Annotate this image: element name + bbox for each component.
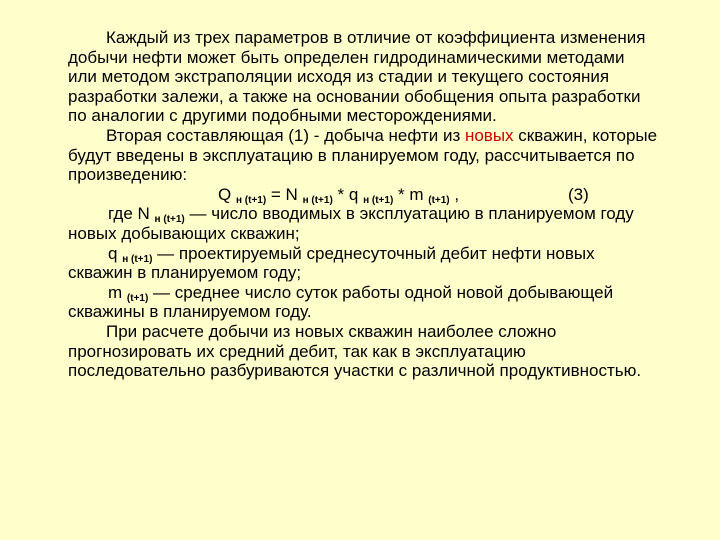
formula-times-q: * q xyxy=(332,184,359,204)
def-m-text: — среднее число суток работы одной новой добывающей xyxy=(148,282,614,302)
def-q-symbol: q xyxy=(108,243,118,263)
formula-times-m: * m xyxy=(393,184,424,204)
def-m-line2: скважины в планируемом году. xyxy=(68,302,312,322)
formula-number: (3) xyxy=(568,184,589,204)
para2-line2: будут введены в эксплуатацию в планируемом году, рассчитывается по xyxy=(68,145,635,165)
formula-q-subscript: н (t+1) xyxy=(235,194,267,206)
body-text xyxy=(68,28,708,381)
highlighted-word: новых xyxy=(464,125,514,145)
formula-q: Q xyxy=(218,184,232,204)
formula-comma: , xyxy=(449,184,460,204)
formula-line xyxy=(68,185,708,205)
para1-line5: по аналогии с другими подобными месторождениями. xyxy=(68,106,497,126)
para2-text: Вторая составляющая (1) - добыча нефти из xyxy=(106,125,465,145)
def-n-subscript: н (t+1) xyxy=(154,214,185,226)
def-m-subscript: (t+1) xyxy=(126,292,149,304)
para2-line1 xyxy=(68,126,708,146)
def-q-text: — проектируемый среднесуточный дебит нефти новых xyxy=(152,243,595,263)
para2-text-end: скважин, которые xyxy=(513,125,658,145)
def-n-line1 xyxy=(68,204,708,224)
para1-line3: или методом экстраполяции исходя из стадии и текущего состояния xyxy=(68,67,610,87)
formula-equals-n: = N xyxy=(266,184,298,204)
def-q-line1 xyxy=(68,244,708,264)
para3-line3: последовательно разбуриваются участки с различной продуктивностью. xyxy=(68,361,642,381)
def-m-symbol: m xyxy=(108,282,123,302)
formula-n-subscript: н (t+1) xyxy=(302,194,333,206)
para3-line1: При расчете добычи из новых скважин наиболее сложно xyxy=(106,321,557,341)
formula-q2-subscript: н (t+1) xyxy=(363,194,394,206)
para1-line2: добычи нефти может быть определен гидродинамическими методами xyxy=(68,47,625,67)
para1-line1: Каждый из трех параметров в отличие от коэффициента изменения xyxy=(106,28,646,47)
def-q-subscript: н (t+1) xyxy=(122,253,153,265)
formula-m-subscript: (t+1) xyxy=(428,194,450,206)
para3-line2: прогнозировать их средний дебит, так как в эксплуатацию xyxy=(68,341,526,361)
para2-line3: произведению: xyxy=(68,165,188,185)
def-m-line1 xyxy=(68,283,708,303)
def-n-text: — число вводимых в эксплуатацию в планируемом году xyxy=(184,204,634,224)
def-n-symbol: где N xyxy=(108,204,150,224)
def-n-line2: новых добывающих скважин; xyxy=(68,223,300,243)
def-q-line2: скважин в планируемом году; xyxy=(68,263,302,283)
para1-line4: разработки залежи, а также на основании обобщения опыта разработки xyxy=(68,86,641,106)
